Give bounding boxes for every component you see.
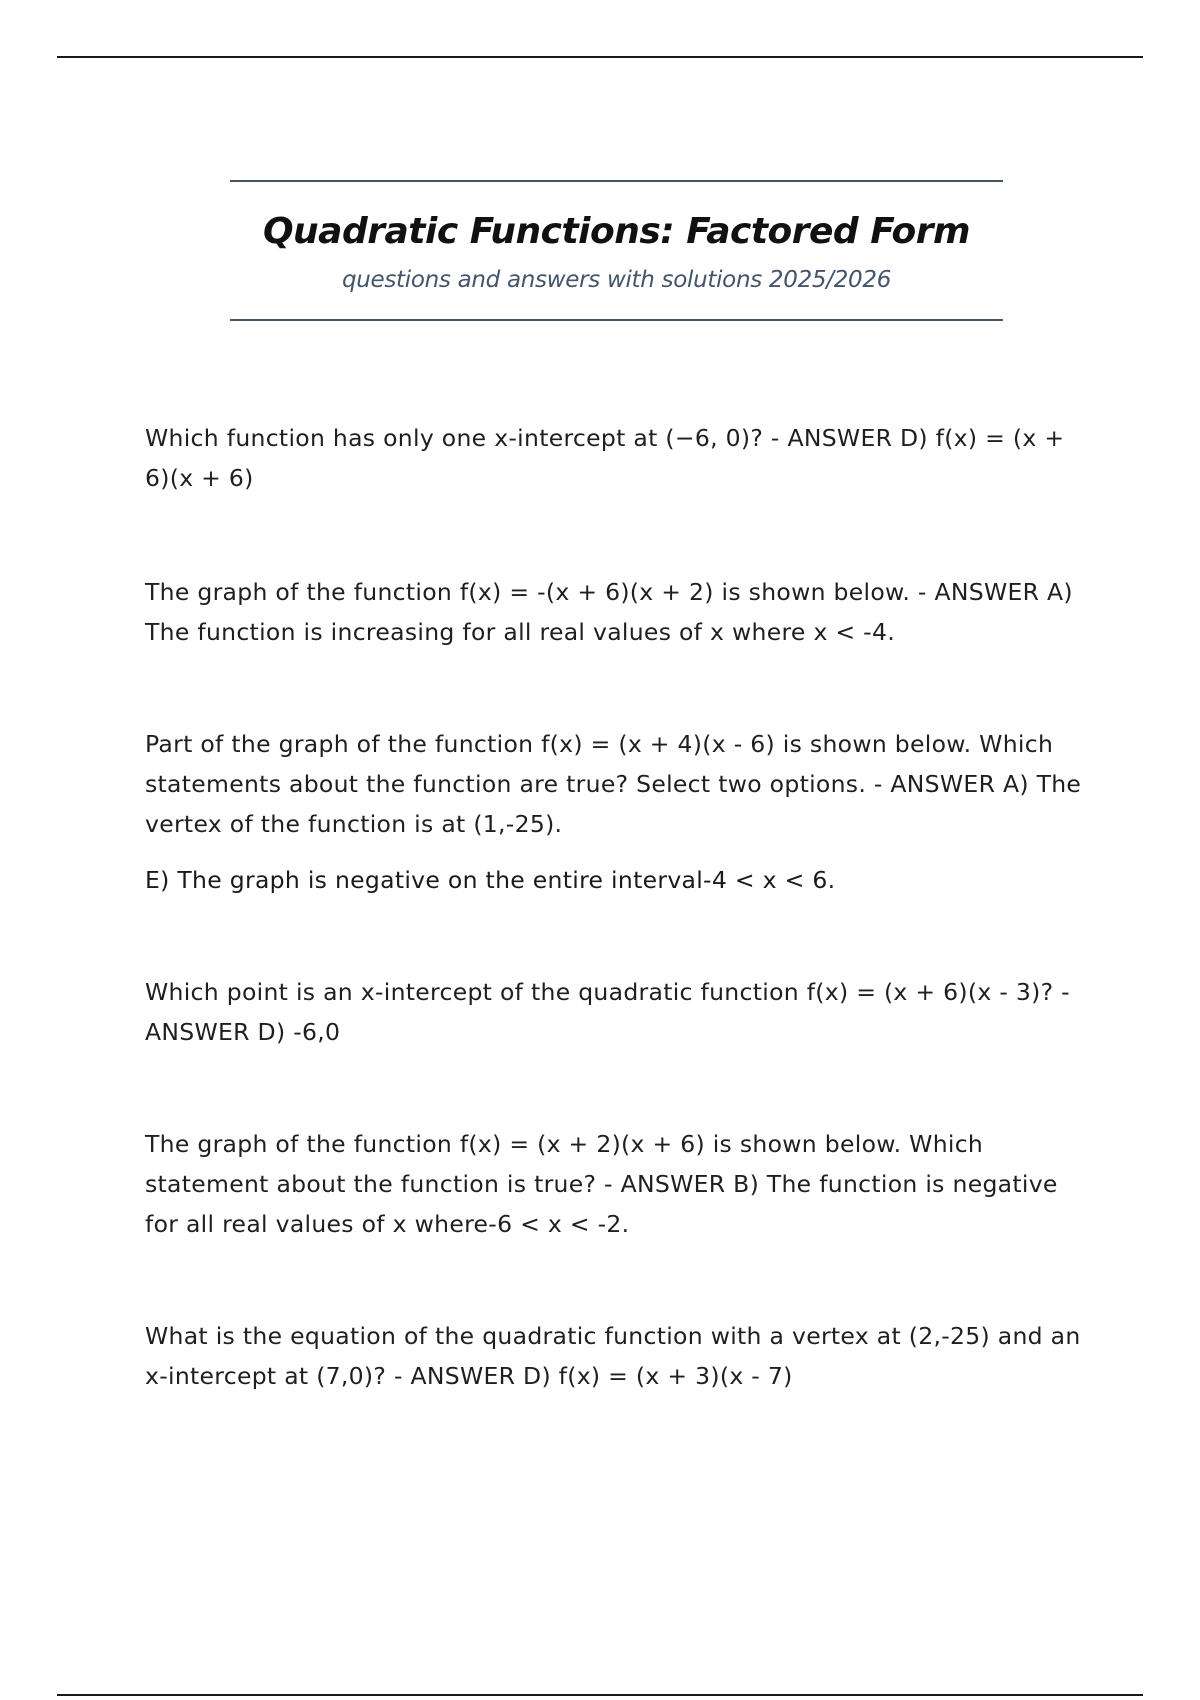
qa-item-1: Which function has only one x-intercept at (−6, 0)? - ANSWER D) f(x) = (x + 6)(x + 6) [145, 424, 1065, 492]
qa-item-3: Part of the graph of the function f(x) = (x + 4)(x - 6) is shown below. Which statements about the function are true? Select two options. - ANSWER A) The vertex of the function is at (1,-25). [145, 730, 1082, 838]
qa-item-3-extra-answer: E) The graph is negative on the entire interval-4 < x < 6. [145, 866, 836, 894]
qa-list [145, 418, 1085, 1396]
title-block [230, 180, 1003, 321]
page-bottom-rule [57, 1694, 1143, 1696]
document-subtitle: questions and answers with solutions 2025/2026 [341, 267, 892, 294]
qa-item-2: The graph of the function f(x) = -(x + 6)(x + 2) is shown below. - ANSWER A) The function is increasing for all real values of x where x < -4. [145, 578, 1073, 646]
qa-item-4: Which point is an x-intercept of the quadratic function f(x) = (x + 6)(x - 3)? - ANSWER D) -6,0 [145, 978, 1070, 1046]
qa-item-5: The graph of the function f(x) = (x + 2)(x + 6) is shown below. Which statement about the function is true? - ANSWER B) The function is negative for all real values of x where-6 < x < -2. [145, 1130, 1058, 1238]
page-top-rule [57, 56, 1143, 58]
title-top-rule [230, 180, 1003, 182]
document-title: Quadratic Functions: Factored Form [262, 211, 971, 252]
title-bottom-rule [230, 319, 1003, 321]
qa-item-6: What is the equation of the quadratic function with a vertex at (2,-25) and an x-intercept at (7,0)? - ANSWER D) f(x) = (x + 3)(x - 7) [145, 1322, 1081, 1390]
